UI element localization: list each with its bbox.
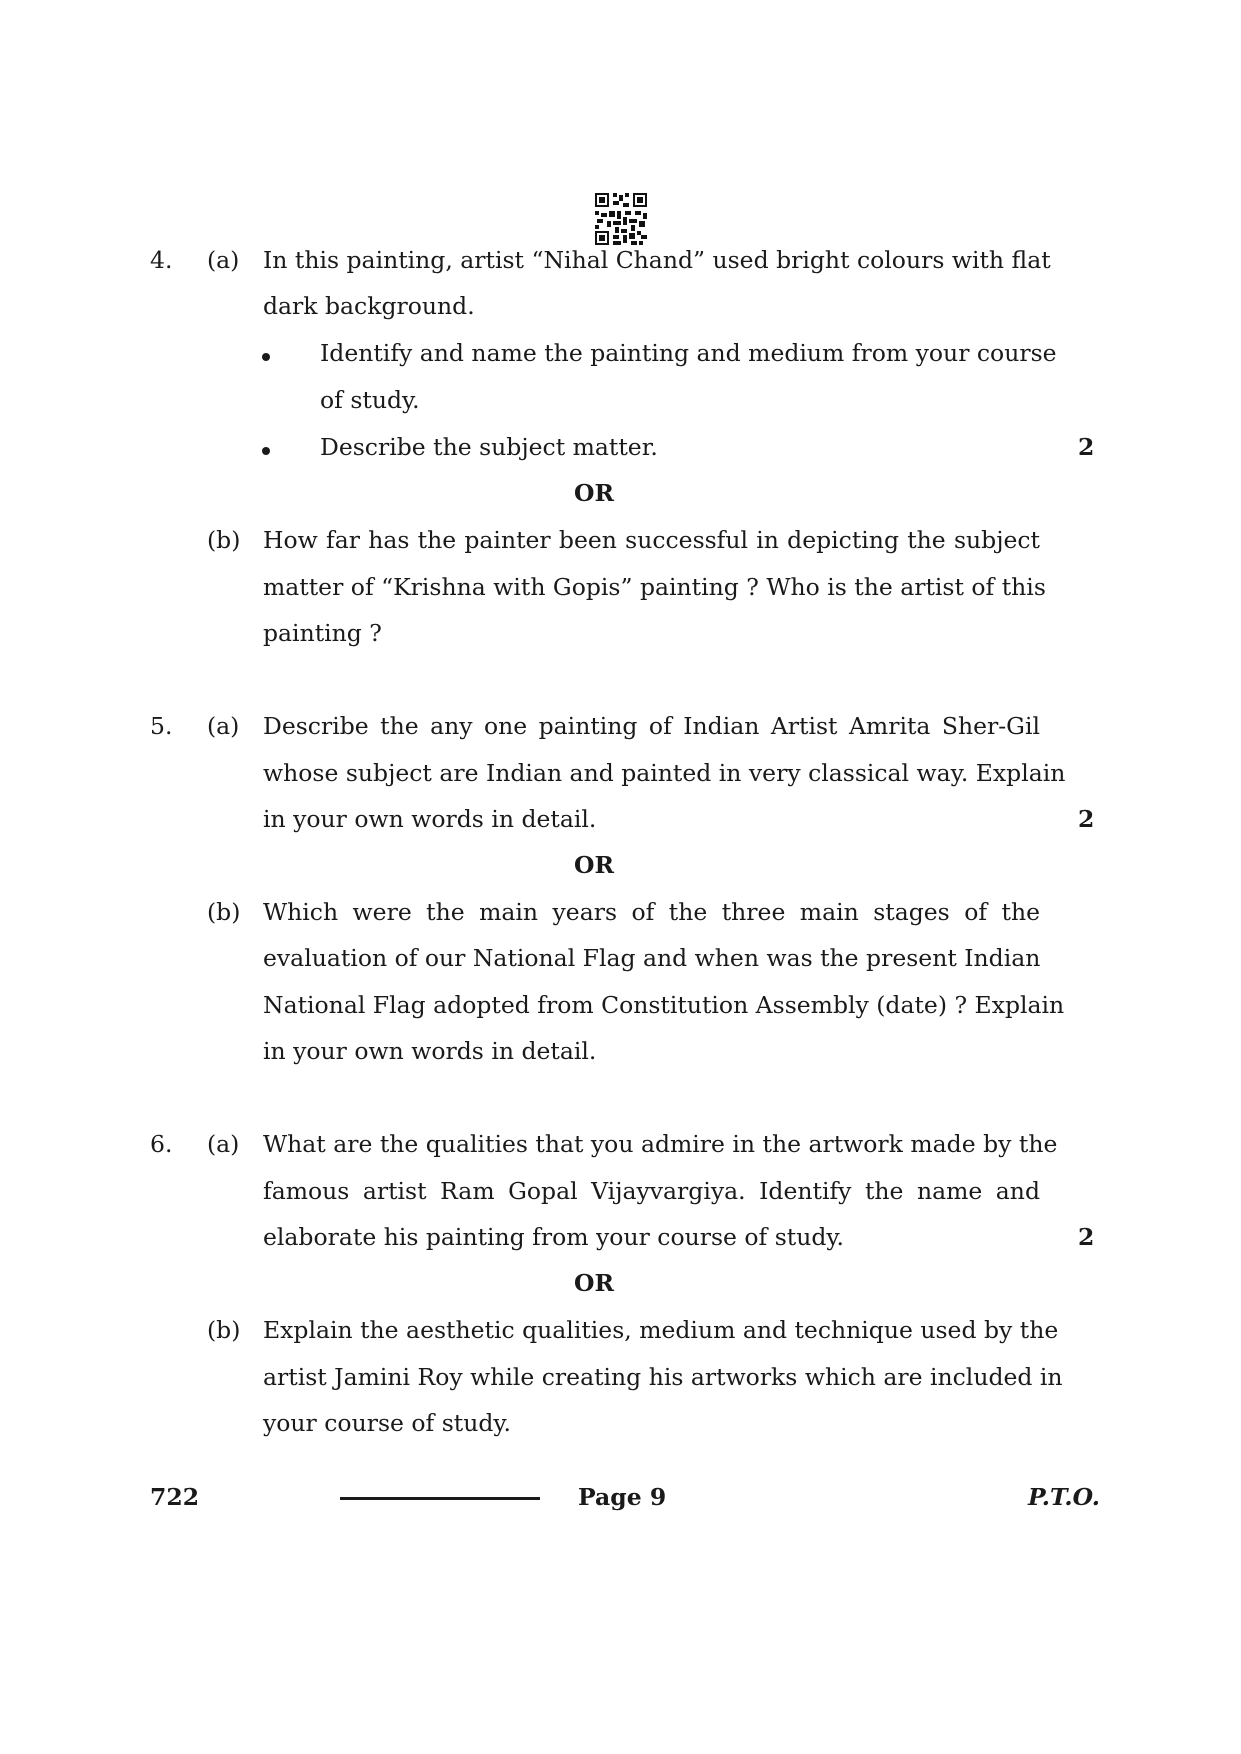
- question-text-line: Describe the any one painting of Indian Artist Amrita Sher-Gil: [263, 712, 1040, 740]
- question-text-line: What are the qualities that you admire in the artwork made by the: [263, 1130, 1058, 1158]
- question-number: 4.: [150, 246, 173, 274]
- question-text-line: Explain the aesthetic qualities, medium and technique used by the: [263, 1316, 1059, 1344]
- footer-divider: [340, 1497, 540, 1500]
- question-number: 5.: [150, 712, 173, 740]
- question-text-line: elaborate his painting from your course of study.: [263, 1223, 845, 1251]
- please-turn-over: P.T.O.: [1028, 1483, 1100, 1511]
- part-label: (a): [207, 246, 240, 274]
- part-label: (b): [207, 526, 241, 554]
- question-text-line: How far has the painter been successful in depicting the subject: [263, 526, 1040, 554]
- question-text-line: whose subject are Indian and painted in very classical way. Explain: [263, 759, 1066, 787]
- question-text-line: painting ?: [263, 619, 382, 647]
- question-text-line: matter of “Krishna with Gopis” painting ? Who is the artist of this: [263, 573, 1046, 601]
- part-label: (b): [207, 1316, 241, 1344]
- question-number: 6.: [150, 1130, 173, 1158]
- question-text-line: your course of study.: [263, 1409, 512, 1437]
- bullet-icon: [262, 447, 270, 455]
- bullet-text-line: Describe the subject matter.: [320, 433, 658, 461]
- part-label: (a): [207, 1130, 240, 1158]
- question-text-line: National Flag adopted from Constitution Assembly (date) ? Explain: [263, 991, 1065, 1019]
- or-separator: OR: [574, 1269, 615, 1297]
- question-text-line: in your own words in detail.: [263, 1037, 597, 1065]
- qr-code-icon: [595, 193, 647, 245]
- or-separator: OR: [574, 479, 615, 507]
- paper-code: 722: [150, 1483, 200, 1511]
- bullet-text-line: Identify and name the painting and medium from your course: [320, 339, 1057, 367]
- question-text-line: famous artist Ram Gopal Vijayvargiya. Identify the name and: [263, 1177, 1040, 1205]
- marks: 2: [1078, 1223, 1095, 1251]
- bullet-text-line: of study.: [320, 386, 420, 414]
- marks: 2: [1078, 805, 1095, 833]
- or-separator: OR: [574, 851, 615, 879]
- part-label: (b): [207, 898, 241, 926]
- part-label: (a): [207, 712, 240, 740]
- question-text-line: dark background.: [263, 292, 475, 320]
- question-text-line: artist Jamini Roy while creating his artworks which are included in: [263, 1363, 1063, 1391]
- question-text-line: in your own words in detail.: [263, 805, 597, 833]
- question-text-line: In this painting, artist “Nihal Chand” used bright colours with flat: [263, 246, 1051, 274]
- page-number: Page 9: [578, 1483, 667, 1511]
- question-text-line: evaluation of our National Flag and when was the present Indian: [263, 944, 1041, 972]
- marks: 2: [1078, 433, 1095, 461]
- bullet-icon: [262, 353, 270, 361]
- question-text-line: Which were the main years of the three main stages of the: [263, 898, 1040, 926]
